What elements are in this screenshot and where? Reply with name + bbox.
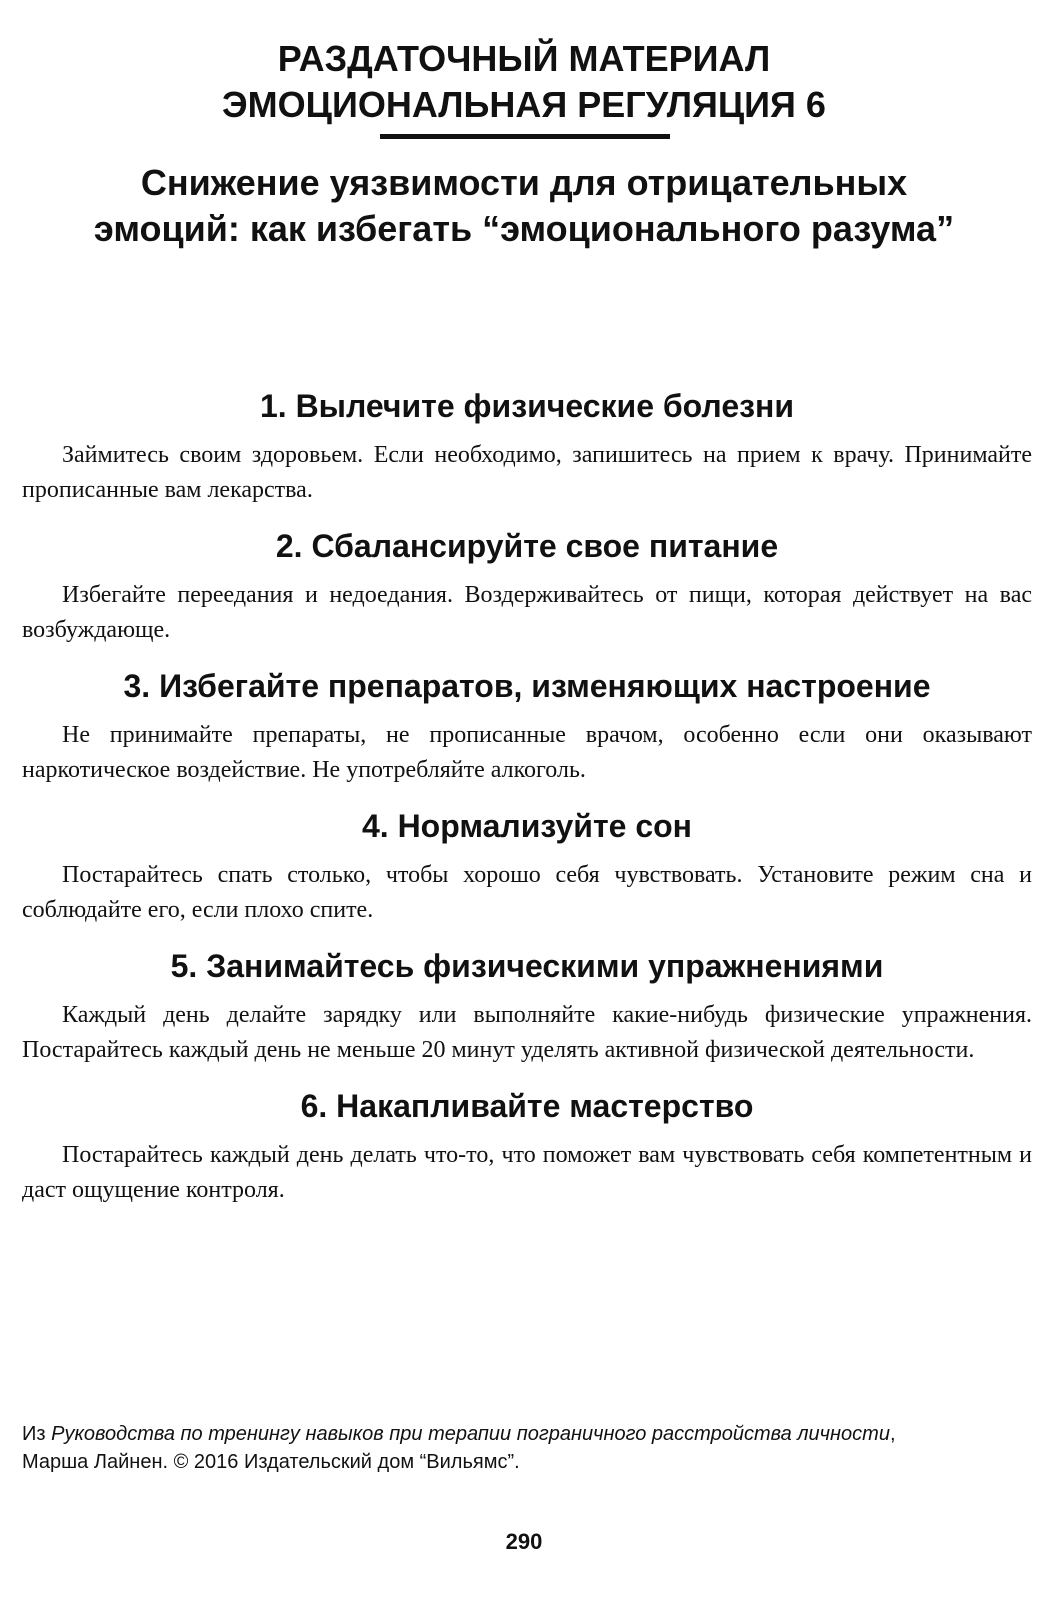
page-number: 290 — [505, 1529, 543, 1554]
section-heading: 3. Избегайте препаратов, изменяющих настроение — [123, 668, 931, 704]
handout-subtitle — [0, 160, 1048, 252]
section-heading: 2. Сбалансируйте свое питание — [275, 528, 779, 564]
section-heading: 6. Накапливайте мастерство — [300, 1088, 754, 1124]
section-body: Постарайтесь каждый день делать что-то, что поможет вам чувствовать себя компетентным и даст ощущение контроля. — [22, 1142, 1032, 1203]
section-2 — [22, 524, 1032, 648]
section-body: Не принимайте препараты, не прописанные врачом, особенно если они оказывают наркотическое воздействие. Не употребляйте алкоголь. — [22, 722, 1032, 783]
subtitle-line-1: Снижение уязвимости для отрицательных — [140, 162, 908, 203]
section-body: Каждый день делайте зарядку или выполняйте какие-нибудь физические упражнения. Постарайтесь каждый день не меньше 20 минут уделять активной физической деятельности. — [22, 1002, 1032, 1063]
section-4 — [22, 804, 1032, 928]
citation-book-title: Руководства по тренингу навыков при терапии пограничного расстройства личности — [51, 1423, 890, 1445]
section-5 — [22, 944, 1032, 1068]
source-citation — [22, 1420, 1032, 1476]
sections-list — [22, 384, 1032, 1224]
header-divider — [380, 134, 670, 139]
citation-comma: , — [889, 1423, 896, 1445]
section-body: Займитесь своим здоровьем. Если необходимо, запишитесь на прием к врачу. Принимайте прописанные вам лекарства. — [22, 442, 1032, 503]
section-6 — [22, 1084, 1032, 1208]
header-line-2: ЭМОЦИОНАЛЬНАЯ РЕГУЛЯЦИЯ 6 — [222, 84, 826, 125]
section-3 — [22, 664, 1032, 788]
handout-header — [0, 36, 1048, 128]
section-body: Постарайтесь спать столько, чтобы хорошо себя чувствовать. Установите режим сна и соблюдайте его, если плохо спите. — [22, 862, 1032, 923]
citation-line-1 — [22, 1420, 1032, 1448]
section-body: Избегайте переедания и недоедания. Воздерживайтесь от пищи, которая действует на вас возбуждающе. — [22, 582, 1032, 643]
citation-line-2: Марша Лайнен. © 2016 Издательский дом “Вильямс”. — [22, 1451, 520, 1473]
header-line-1: РАЗДАТОЧНЫЙ МАТЕРИАЛ — [277, 38, 771, 79]
section-heading: 5. Занимайтесь физическими упражнениями — [170, 948, 884, 984]
citation-prefix: Из — [22, 1423, 52, 1445]
section-heading: 1. Вылечите физические болезни — [259, 388, 795, 424]
subtitle-line-2: эмоций: как избегать “эмоционального разума” — [93, 208, 955, 249]
section-heading: 4. Нормализуйте сон — [361, 808, 692, 844]
section-1 — [22, 384, 1032, 508]
